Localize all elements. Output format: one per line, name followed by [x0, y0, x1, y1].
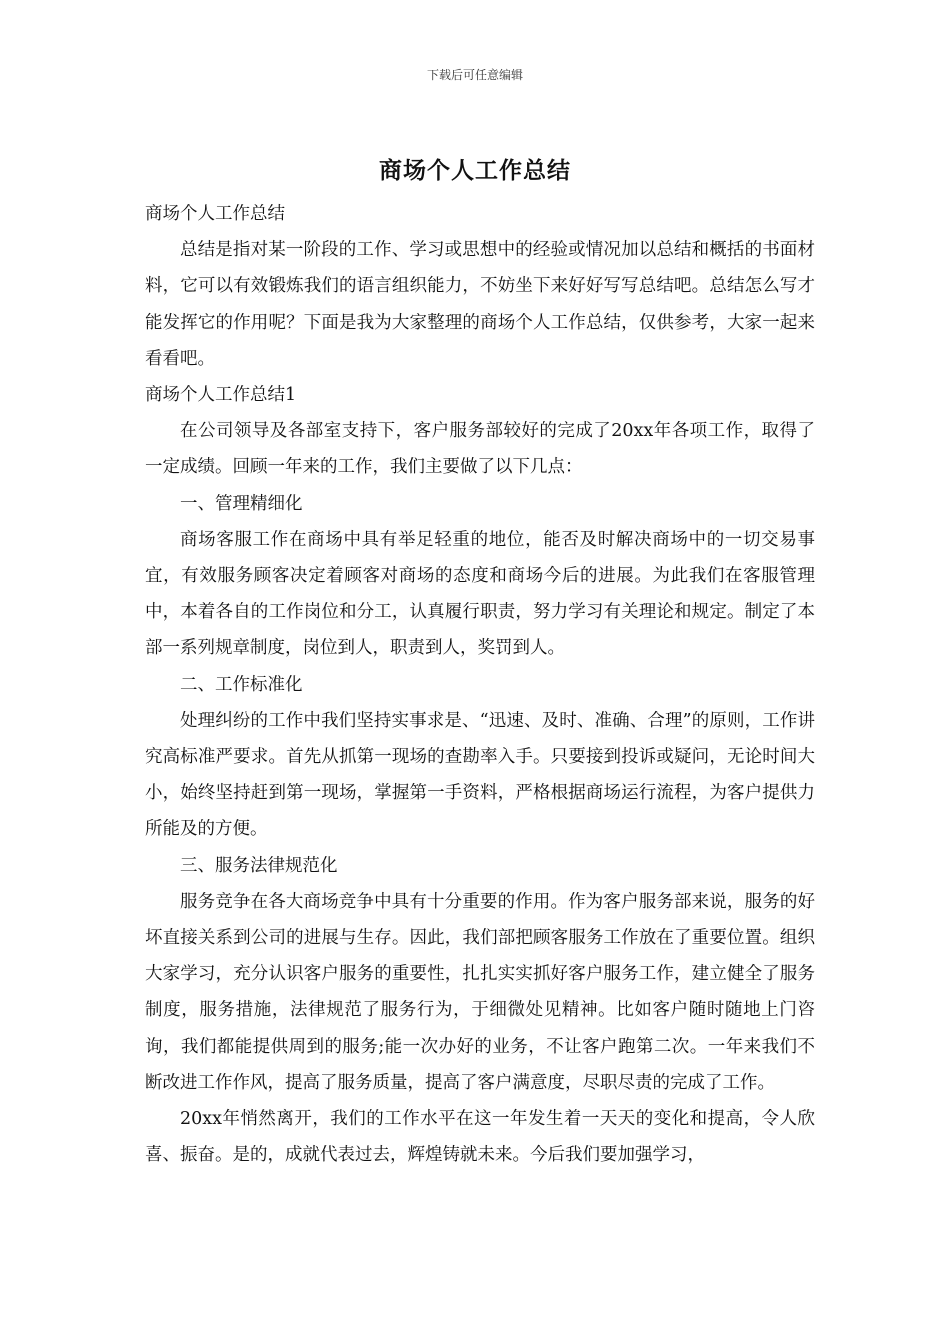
heading-standardization: 二、工作标准化 [180, 674, 303, 695]
heading-service-law: 三、服务法律规范化 [180, 855, 338, 876]
subtitle-line: 商场个人工作总结 [145, 204, 285, 224]
paragraph-service-law: 服务竞争在各大商场竞争中具有十分重要的作用。作为客户服务部来说，服务的好坏直接关系到公司的进展与生存。因此，我们部把顾客服务工作放在了重要位置。组织大家学习，充分认识客户服务的重要性，扎扎实实抓好客户服务工作，建立健全了服务制度，服务措施，法律规范了服务行为，于细微处见精神。比如客户随时随地上门咨询，我们都能提供周到的服务;能一次办好的业务，不让客户跑第二次。一年来我们不断改进工作作风，提高了服务质量，提高了客户满意度，尽职尽责的完成了工作。 [145, 891, 815, 1093]
paragraph-standardization: 处理纠纷的工作中我们坚持实事求是、“迅速、及时、准确、合理”的原则，工作讲究高标准严要求。首先从抓第一现场的查勘率入手。只要接到投诉或疑问，无论时间大小，始终坚持赶到第一现场，掌握第一手资料，严格根据商场运行流程，为客户提供力所能及的方便。 [145, 710, 815, 840]
paragraph-outlook: 20xx年悄然离开，我们的工作水平在这一年发生着一天天的变化和提高，令人欣喜、振奋。是的，成就代表过去，辉煌铸就未来。今后我们要加强学习， [145, 1109, 815, 1166]
document-body [145, 196, 815, 1173]
paragraph-management: 商场客服工作在商场中具有举足轻重的地位，能否及时解决商场中的一切交易事宜，有效服务顾客决定着顾客对商场的态度和商场今后的进展。为此我们在客服管理中，本着各自的工作岗位和分工，认真履行职责，努力学习有关理论和规定。制定了本部一系列规章制度，岗位到人，职责到人，奖罚到人。 [145, 529, 815, 659]
paragraph-overview: 在公司领导及各部室支持下，客户服务部较好的完成了20xx年各项工作，取得了一定成绩。回顾一年来的工作，我们主要做了以下几点： [145, 421, 815, 478]
document-title: 商场个人工作总结 [379, 157, 571, 184]
section-title-1: 商场个人工作总结1 [145, 385, 297, 406]
intro-paragraph: 总结是指对某一阶段的工作、学习或思想中的经验或情况加以总结和概括的书面材料，它可以有效锻炼我们的语言组织能力，不妨坐下来好好写写总结吧。总结怎么写才能发挥它的作用呢？下面是我为大家整理的商场个人工作总结，仅供参考，大家一起来看看吧。 [145, 240, 815, 369]
header-note: 下载后可任意编辑 [426, 68, 523, 82]
heading-management: 一、管理精细化 [180, 493, 303, 514]
